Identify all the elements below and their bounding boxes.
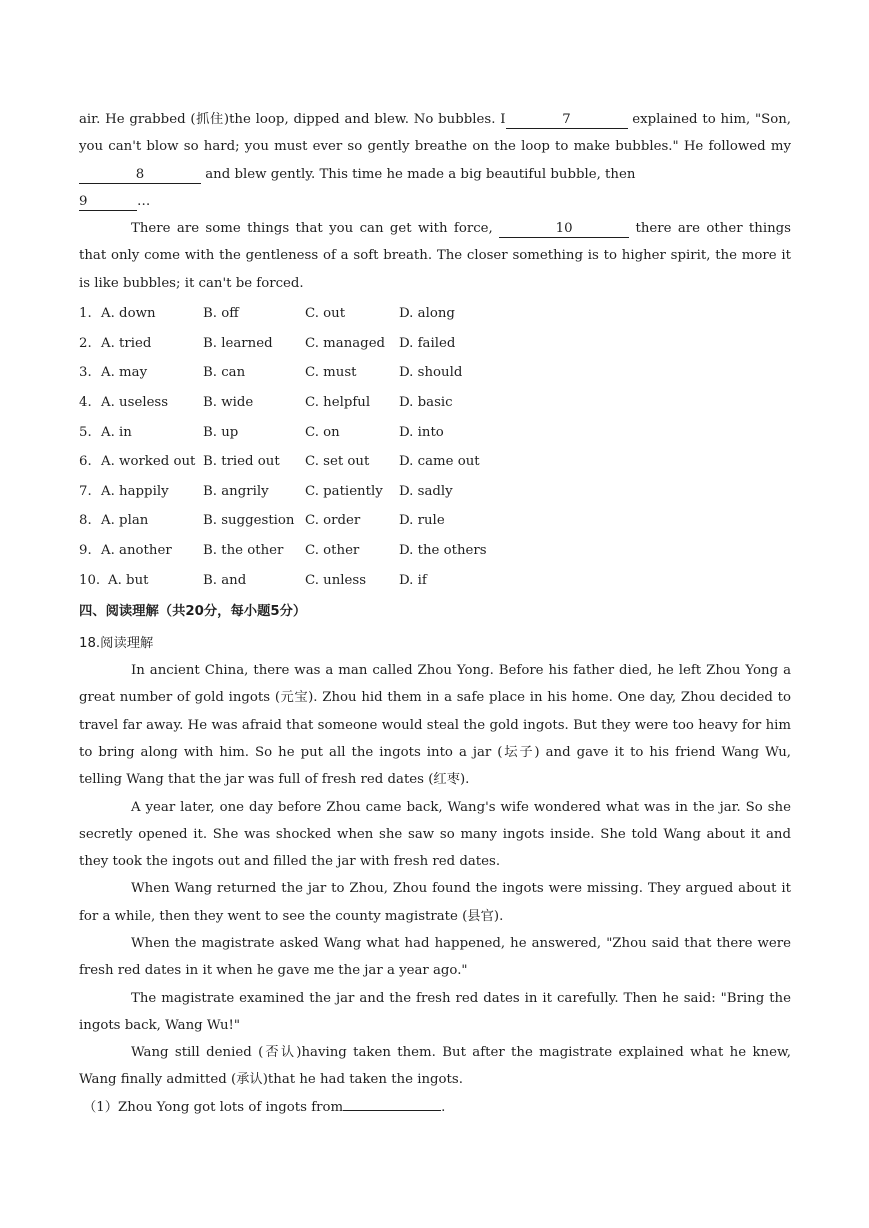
option-a: A. useless (101, 395, 169, 410)
option-d: D. failed (399, 335, 456, 351)
cloze-text: there are other things that only come with the gentleness of a soft breath. The closer something is to higher spirit, the more it is like bubbles; it can't be forced. (79, 221, 791, 291)
passage-paragraph: The magistrate examined the jar and the fresh red dates in it carefully. Then he said: "Bring the ingots back, Wang Wu!" (79, 990, 791, 1033)
blank-8: 8 (79, 167, 201, 184)
option-d: D. basic (399, 395, 453, 410)
option-row (79, 447, 791, 477)
option-row (79, 388, 791, 418)
passage-paragraph: A year later, one day before Zhou came back, Wang's wife wondered what was in the jar. So she secretly opened it. She was shocked when she saw so many ingots inside. She told Wang about it and they took the ingots out and filled the jar with fresh red dates. (79, 799, 791, 870)
cloze-text: and blew gently. This time he made a big beautiful bubble, then (201, 166, 636, 182)
option-c: C. helpful (305, 395, 371, 410)
option-b: B. the other (203, 542, 284, 558)
option-a: A. worked out (101, 454, 196, 470)
option-a: A. plan (101, 513, 149, 529)
question-end: . (441, 1099, 446, 1115)
option-number: 3. (79, 365, 92, 381)
option-a: A. may (101, 365, 148, 381)
blank-9: 9 (79, 194, 137, 211)
option-d: D. if (399, 572, 427, 588)
option-d: D. came out (399, 454, 480, 470)
cloze-text: explained to him, "Son, you can't blow so hard; you must ever so gently breathe on the loop to make bubbles." He followed my (79, 112, 791, 155)
option-b: B. up (203, 424, 239, 440)
option-d: D. the others (399, 542, 487, 558)
option-number: 8. (79, 513, 92, 529)
option-number: 1. (79, 306, 92, 322)
option-b: B. can (203, 365, 246, 381)
option-c: C. other (305, 542, 360, 558)
option-b: B. suggestion (203, 513, 295, 529)
option-number: 10. (79, 572, 101, 588)
option-d: D. sadly (399, 483, 453, 499)
blank-10: 10 (499, 221, 629, 238)
options-list (79, 299, 791, 595)
option-number: 4. (79, 395, 92, 410)
option-b: B. tried out (203, 454, 280, 470)
cloze-paragraph-2 (79, 215, 791, 297)
option-c: C. managed (305, 335, 386, 351)
cloze-text: There are some things that you can get with force, (131, 221, 500, 237)
option-b: B. angrily (203, 483, 269, 499)
option-b: B. learned (203, 335, 273, 351)
option-number: 2. (79, 335, 92, 351)
question-1 (79, 1094, 791, 1121)
option-b: B. and (203, 572, 247, 588)
option-row (79, 417, 791, 447)
option-a: A. another (101, 542, 172, 558)
option-a: A. tried (101, 335, 152, 351)
cloze-text: … (137, 193, 151, 209)
option-b: B. wide (203, 395, 254, 410)
option-c: C. must (305, 365, 357, 381)
option-row (79, 536, 791, 566)
option-c: C. on (305, 424, 340, 440)
option-d: D. should (399, 365, 463, 381)
document-page (79, 106, 791, 1121)
option-a: A. down (101, 306, 156, 322)
option-row (79, 477, 791, 507)
option-row (79, 506, 791, 536)
option-c: C. patiently (305, 483, 383, 499)
option-a: A. but (108, 572, 149, 588)
answer-blank[interactable] (343, 1094, 441, 1111)
option-row (79, 329, 791, 359)
cloze-paragraph-1 (79, 106, 791, 215)
option-number: 5. (79, 424, 92, 440)
option-row (79, 358, 791, 388)
cloze-text: air. He grabbed (抓住)the loop, dipped and blew. No bubbles. I (79, 112, 506, 127)
option-c: C. unless (305, 572, 367, 588)
passage-paragraph: When Wang returned the jar to Zhou, Zhou found the ingots were missing. They argued about it for a while, then they went to see the county magistrate (县官). (79, 881, 791, 924)
option-number: 9. (79, 542, 92, 558)
option-d: D. rule (399, 513, 445, 529)
option-a: A. happily (101, 483, 169, 499)
section-title: 四、阅读理解（共20分，每小题5分） (79, 604, 307, 620)
option-d: D. into (399, 424, 444, 440)
option-a: A. in (101, 424, 132, 440)
option-number: 7. (79, 483, 92, 499)
option-row (79, 299, 791, 329)
option-number: 6. (79, 454, 92, 470)
blank-7: 7 (506, 112, 628, 129)
passage-paragraph: In ancient China, there was a man called Zhou Yong. Before his father died, he left Zhou Yong a great number of gold ingots (元宝). Zhou hid them in a safe place in his home. One day, Zhou decided to travel far away. He was afraid that someone would steal the gold ingots. But they were too heavy for him to bring along with him. So he put all the ingots into a jar (坛子) and gave it to his friend Wang Wu, telling Wang that the jar was full of fresh red dates (红枣). (79, 663, 791, 788)
question-title: 18.阅读理解 (79, 636, 154, 652)
option-row (79, 565, 791, 595)
option-d: D. along (399, 306, 455, 322)
question-text: （1）Zhou Yong got lots of ingots from (83, 1099, 344, 1115)
option-b: B. off (203, 306, 239, 322)
option-c: C. out (305, 306, 346, 322)
option-c: C. order (305, 513, 361, 529)
passage-paragraph: When the magistrate asked Wang what had happened, he answered, "Zhou said that there were fresh red dates in it when he gave me the jar a year ago." (79, 935, 791, 979)
passage-paragraph: Wang still denied (否认)having taken them. But after the magistrate explained what he knew, Wang finally admitted (承认)that he had taken the ingots. (79, 1045, 791, 1088)
option-c: C. set out (305, 454, 370, 470)
